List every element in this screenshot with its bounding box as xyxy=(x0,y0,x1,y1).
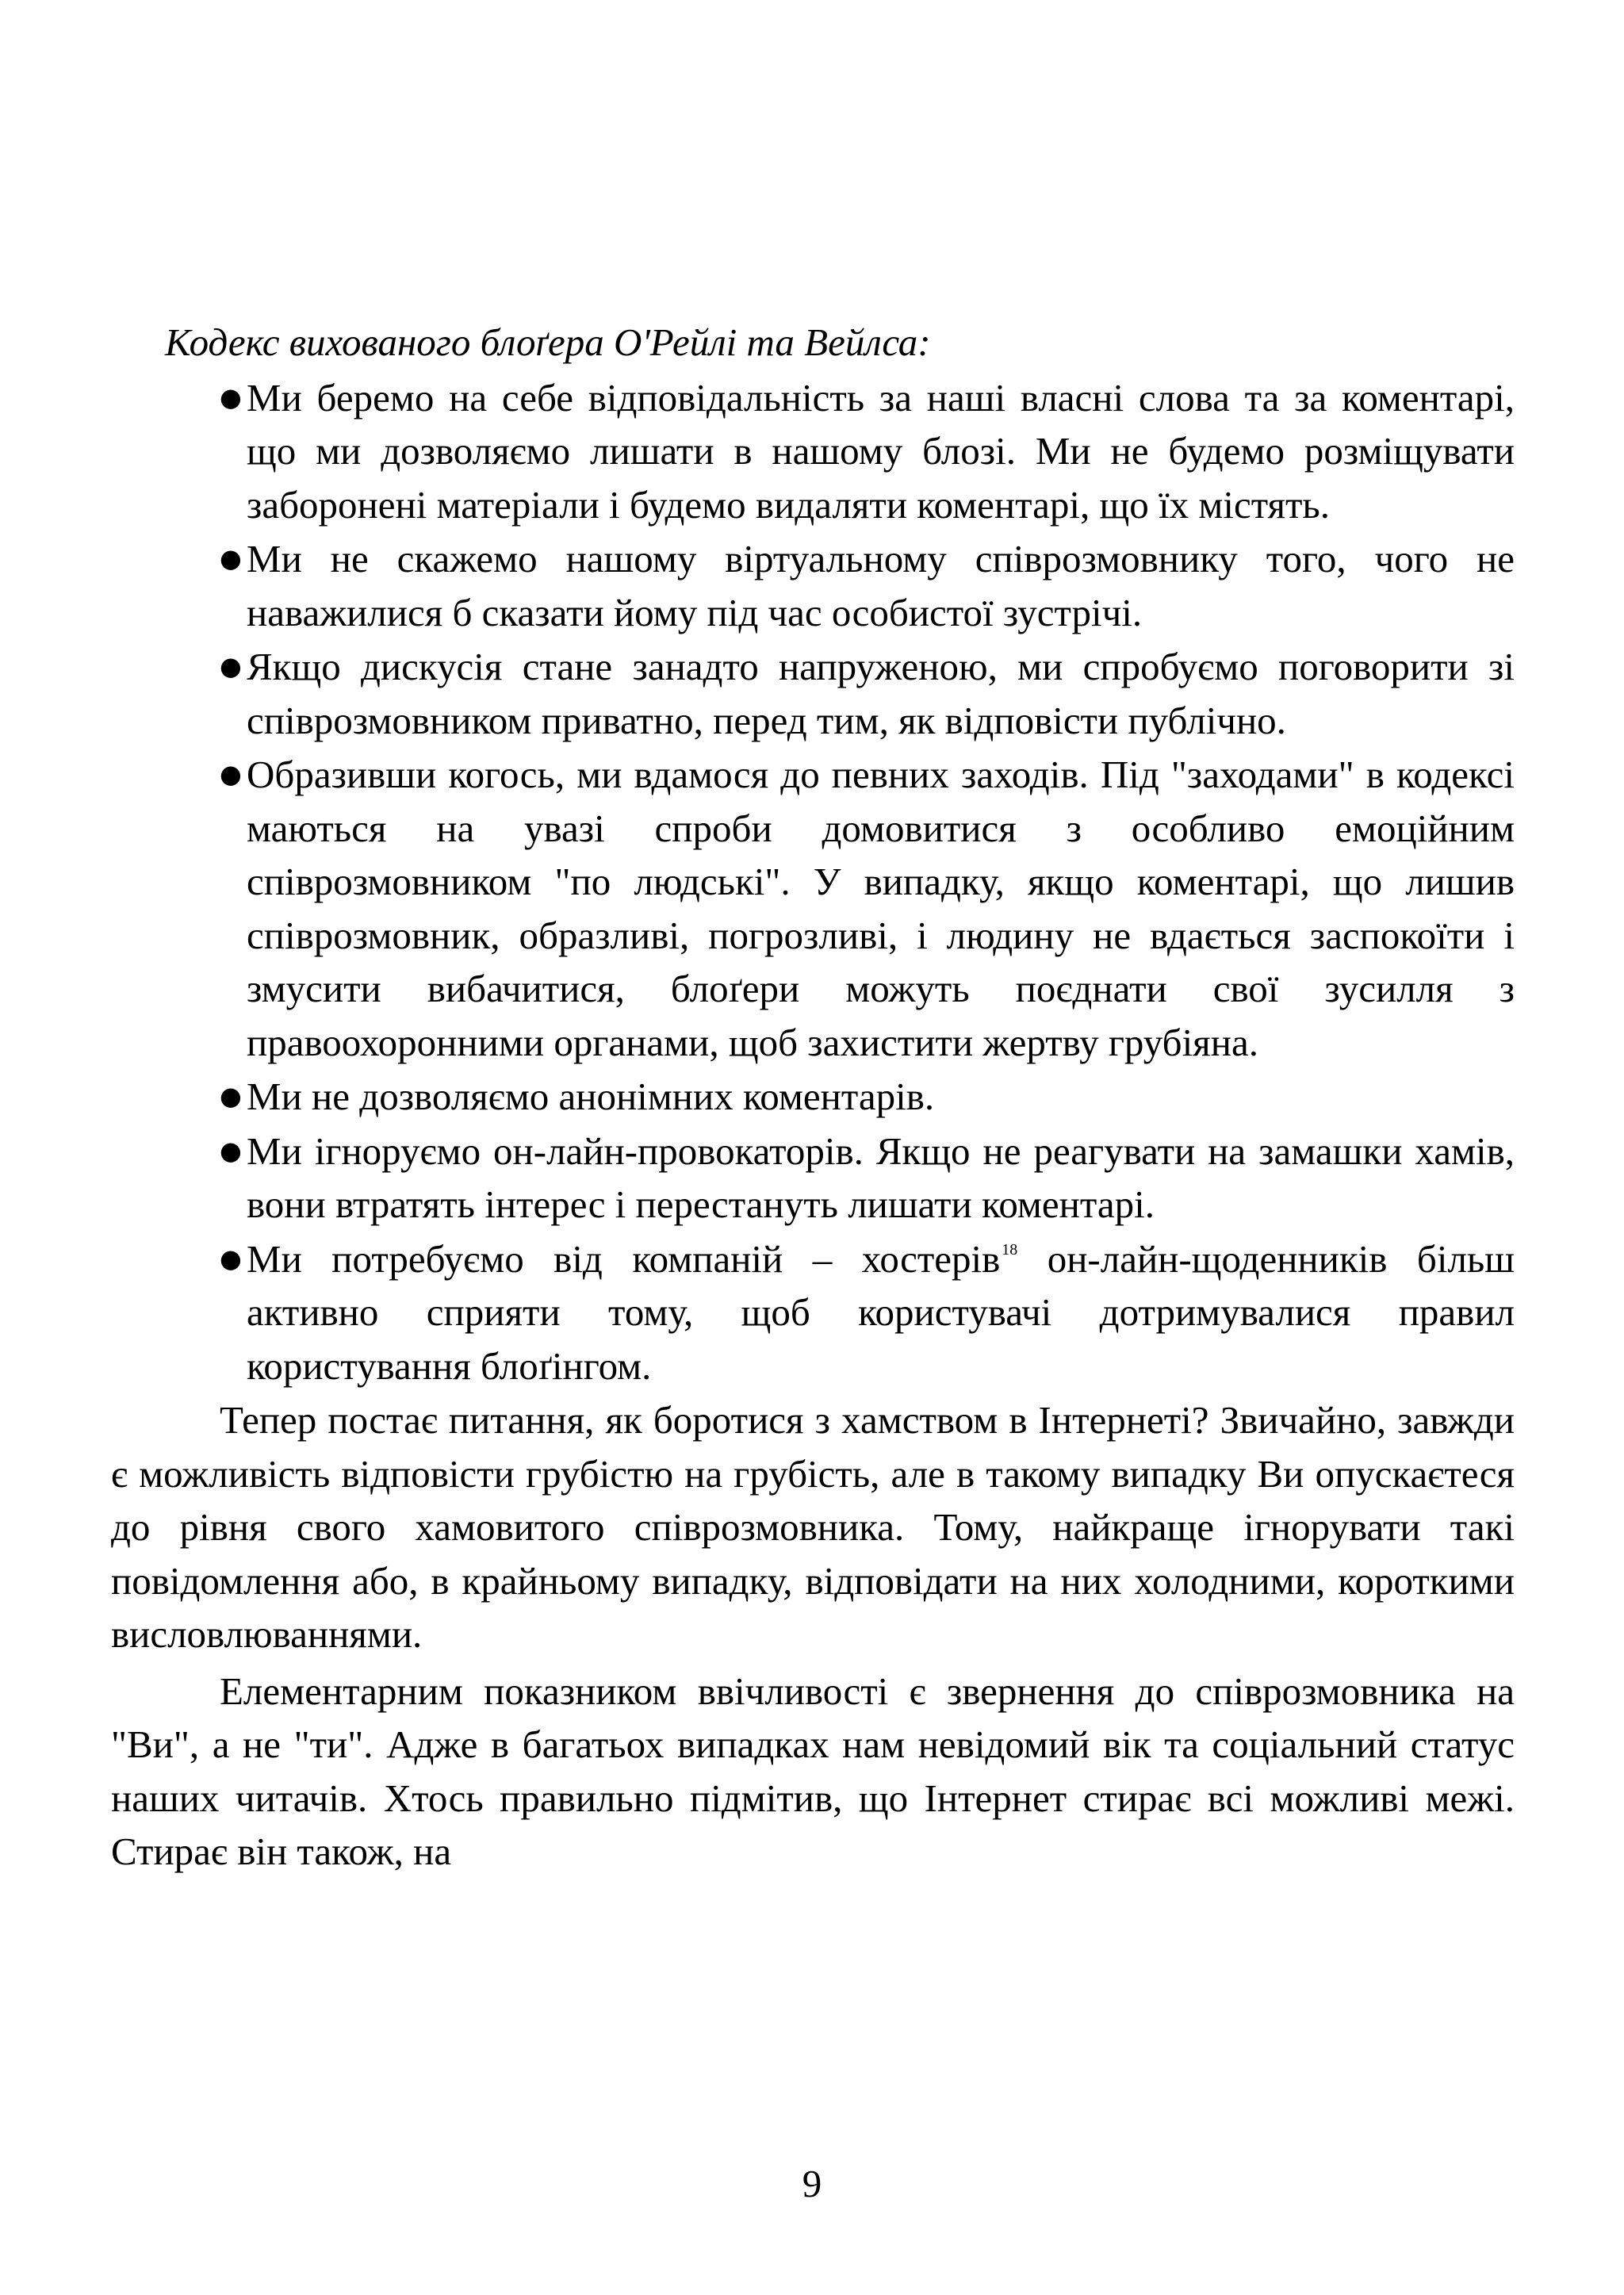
code-rules-list xyxy=(111,371,1515,1393)
list-item xyxy=(220,1125,1515,1232)
list-item xyxy=(220,640,1515,747)
bullet-icon: ● xyxy=(220,381,242,412)
body-paragraph: Елементарним показником ввічливості є звернення до співрозмовника на "Ви", а не "ти". Адже в багатьох випадках нам невідомий вік та соціальний статус наших читачів. Хтось правильно підмітив, що Інтернет стирає всі можливі межі. Стирає він також, на xyxy=(111,1669,1515,1873)
bullet-icon: ● xyxy=(220,1243,242,1274)
list-item xyxy=(220,371,1515,532)
page-number: 9 xyxy=(802,2162,822,2205)
list-item-text: Образивши когось, ми вдамося до певних заходів. Під "заходами" в кодексі маються на увазі спроби домовитися з особливо емоційним співрозмовником "по людські". У випадку, якщо коментарі, що лишив співрозмовник, образливі, погрозливі, і людину не вдається заспокоїти і змусити вибачитися, блоґери можуть поєднати свої зусилля з правоохоронними органами, щоб захистити жертву грубіяна. xyxy=(247,753,1515,1064)
list-item-text-before-footnote: Ми потребуємо від компаній – хостерів xyxy=(247,1236,1001,1281)
bullet-icon: ● xyxy=(220,651,242,681)
page-content xyxy=(111,316,1515,1879)
list-item-text: Ми не дозволяємо анонімних коментарів. xyxy=(247,1075,935,1118)
list-item xyxy=(220,532,1515,639)
list-item xyxy=(220,1232,1515,1393)
list-item-text: Ми не скажемо нашому віртуальному співрозмовнику того, чого не наважилися б сказати йому під час особистої зустрічі. xyxy=(247,537,1515,634)
bullet-icon: ● xyxy=(220,543,242,573)
list-item-text: Ми беремо на себе відповідальність за наші власні слова та за коментарі, що ми дозволяємо лишати в нашому блозі. Ми не будемо розміщувати заборонені матеріали і будемо видаляти коментарі, що їх містять. xyxy=(247,375,1515,527)
footnote-marker: 18 xyxy=(1002,1240,1018,1259)
bullet-icon: ● xyxy=(220,1135,242,1166)
list-item xyxy=(220,1070,1515,1124)
bullet-icon: ● xyxy=(220,759,242,789)
bullet-icon: ● xyxy=(220,1081,242,1111)
body-paragraph: Тепер постає питання, як боротися з хамством в Інтернеті? Звичайно, завжди є можливість відповісти грубістю на грубість, але в такому випадку Ви опускаєтеся до рівня свого хамовитого співрозмовника. Тому, найкраще ігнорувати такі повідомлення або, в крайньому випадку, відповідати на них холодними, короткими висловлюваннями. xyxy=(111,1398,1515,1656)
list-item-text-after-footnote: он-лайн-щоденників більш активно сприяти тому, щоб користувачі дотримувалися правил користування блоґінгом. xyxy=(247,1236,1515,1388)
list-item-text: Якщо дискусія стане занадто напруженою, ми спробуємо поговорити зі співрозмовником приватно, перед тим, як відповісти публічно. xyxy=(247,645,1515,742)
list-item xyxy=(220,748,1515,1069)
list-item-text: Ми ігноруємо он-лайн-провокаторів. Якщо не реагувати на замашки хамів, вони втратять інтерес і перестануть лишати коментарі. xyxy=(247,1128,1515,1226)
section-heading: Кодекс вихованого блоґера О'Рейлі та Вейлса: xyxy=(165,320,931,364)
